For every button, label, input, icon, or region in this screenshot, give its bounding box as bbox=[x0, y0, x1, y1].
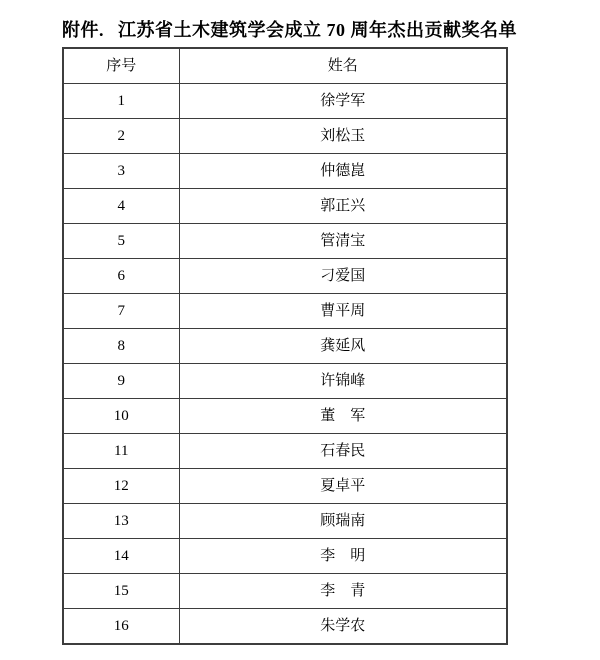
row-number-cell: 2 bbox=[63, 119, 179, 154]
row-number-cell: 3 bbox=[63, 154, 179, 189]
row-number-cell: 14 bbox=[63, 539, 179, 574]
table-row bbox=[63, 504, 507, 539]
table-row bbox=[63, 189, 507, 224]
row-number-cell: 8 bbox=[63, 329, 179, 364]
table-row bbox=[63, 294, 507, 329]
row-name-cell: 龚延风 bbox=[179, 329, 507, 364]
row-number-cell: 15 bbox=[63, 574, 179, 609]
row-number-cell: 11 bbox=[63, 434, 179, 469]
row-name-cell: 管清宝 bbox=[179, 224, 507, 259]
table-row bbox=[63, 609, 507, 645]
row-number-cell: 12 bbox=[63, 469, 179, 504]
row-name-cell: 顾瑞南 bbox=[179, 504, 507, 539]
row-name-cell: 李 青 bbox=[179, 574, 507, 609]
table-row bbox=[63, 399, 507, 434]
table-row bbox=[63, 364, 507, 399]
row-number-cell: 1 bbox=[63, 84, 179, 119]
row-number-cell: 7 bbox=[63, 294, 179, 329]
row-name-cell: 石春民 bbox=[179, 434, 507, 469]
table-row bbox=[63, 539, 507, 574]
row-name-cell: 夏卓平 bbox=[179, 469, 507, 504]
table-header-row bbox=[63, 48, 507, 84]
row-number-cell: 6 bbox=[63, 259, 179, 294]
award-table bbox=[62, 47, 508, 645]
row-name-cell: 曹平周 bbox=[179, 294, 507, 329]
row-number-cell: 4 bbox=[63, 189, 179, 224]
attachment-label: 附件. bbox=[62, 20, 104, 40]
row-number-cell: 5 bbox=[63, 224, 179, 259]
table-row bbox=[63, 329, 507, 364]
row-name-cell: 郭正兴 bbox=[179, 189, 507, 224]
row-name-cell: 刘松玉 bbox=[179, 119, 507, 154]
table-row bbox=[63, 574, 507, 609]
table-row bbox=[63, 224, 507, 259]
table-row bbox=[63, 154, 507, 189]
row-name-cell: 许锦峰 bbox=[179, 364, 507, 399]
row-name-cell: 朱学农 bbox=[179, 609, 507, 645]
row-number-cell: 10 bbox=[63, 399, 179, 434]
row-name-cell: 李 明 bbox=[179, 539, 507, 574]
row-name-cell: 仲德崑 bbox=[179, 154, 507, 189]
row-number-cell: 13 bbox=[63, 504, 179, 539]
table-row bbox=[63, 119, 507, 154]
row-name-cell: 刁爱国 bbox=[179, 259, 507, 294]
document-title bbox=[62, 16, 517, 42]
table-row bbox=[63, 259, 507, 294]
column-header-no: 序号 bbox=[63, 48, 179, 84]
row-name-cell: 董 军 bbox=[179, 399, 507, 434]
table-row bbox=[63, 469, 507, 504]
column-header-name: 姓名 bbox=[179, 48, 507, 84]
page-title: 江苏省土木建筑学会成立 70 周年杰出贡献奖名单 bbox=[118, 20, 517, 40]
row-number-cell: 9 bbox=[63, 364, 179, 399]
row-name-cell: 徐学军 bbox=[179, 84, 507, 119]
row-number-cell: 16 bbox=[63, 609, 179, 645]
table-body bbox=[63, 84, 507, 645]
table-row bbox=[63, 434, 507, 469]
table-row bbox=[63, 84, 507, 119]
